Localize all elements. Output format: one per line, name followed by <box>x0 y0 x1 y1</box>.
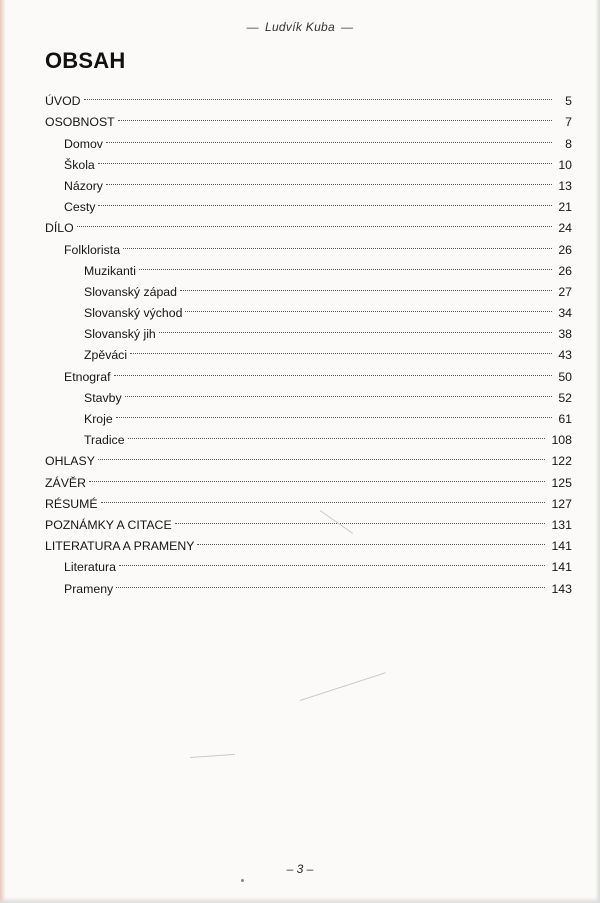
page-number: – 3 – <box>286 862 314 876</box>
toc-entry-label: Literatura <box>64 560 116 575</box>
toc-entry-page: 10 <box>558 157 572 172</box>
toc-entry-page: 38 <box>558 327 572 342</box>
toc-dot-leader <box>77 211 556 232</box>
toc-dot-leader <box>130 338 556 359</box>
toc-entry-label: POZNÁMKY A CITACE <box>45 517 172 532</box>
scan-speck <box>241 879 244 882</box>
toc-entry-label: Kroje <box>84 412 113 426</box>
toc-dot-leader <box>159 317 556 338</box>
toc-entry <box>45 169 572 193</box>
toc-entry-page: 24 <box>558 221 572 236</box>
toc-entry-page: 125 <box>551 475 572 490</box>
scan-scratch <box>190 754 235 758</box>
toc-entry <box>45 550 572 575</box>
toc-entry-label: Cesty <box>64 200 96 215</box>
paper-edge-bottom <box>0 897 600 903</box>
toc-entry <box>45 402 572 426</box>
toc-entry-page: 8 <box>565 136 572 151</box>
scan-scratch <box>300 672 386 701</box>
toc-dot-leader <box>98 444 550 465</box>
header-author: Ludvík Kuba <box>264 20 335 34</box>
toc-entry-page: 43 <box>558 348 572 363</box>
toc-entry-label: ÚVOD <box>45 94 81 109</box>
toc-entry <box>45 487 572 511</box>
toc-dot-leader <box>128 423 550 444</box>
toc-entry <box>45 232 572 257</box>
toc-entry-page: 122 <box>551 454 572 469</box>
toc-entry <box>45 254 572 278</box>
toc-dot-leader <box>197 529 549 550</box>
toc-entry-label: Etnograf <box>64 369 111 384</box>
toc-entry-page: 61 <box>558 412 572 426</box>
toc-entry <box>45 508 572 532</box>
toc-entry-label: Muzikanti <box>84 263 136 278</box>
toc-entry-page: 141 <box>551 560 572 575</box>
header-dash-right: — <box>341 20 354 34</box>
running-header <box>0 20 600 34</box>
toc-dot-leader <box>116 571 549 592</box>
toc-entry-label: Slovanský západ <box>84 284 177 299</box>
toc-entry <box>45 105 572 130</box>
toc-entry-page: 141 <box>551 539 572 554</box>
toc-entry-page: 27 <box>558 284 572 299</box>
toc-entry <box>45 84 572 109</box>
toc-entry-page: 52 <box>558 390 572 405</box>
toc-entry-page: 26 <box>558 242 572 257</box>
toc-dot-leader <box>89 465 549 486</box>
toc-entry-page: 131 <box>551 517 572 532</box>
toc-entry-label: Domov <box>64 136 103 151</box>
toc-entry-label: Prameny <box>64 581 114 596</box>
toc-entry-label: RÉSUMÉ <box>45 496 98 511</box>
toc-entry-page: 7 <box>565 115 572 130</box>
toc-entry-page: 5 <box>565 94 572 109</box>
toc-dot-leader <box>116 402 556 423</box>
toc-dot-leader <box>106 126 556 147</box>
page-title: OBSAH <box>45 48 126 73</box>
paper-edge-right <box>595 0 600 903</box>
toc-entry-label: Stavby <box>84 390 122 405</box>
toc-dot-leader <box>98 190 556 211</box>
toc-entry-page: 143 <box>551 581 572 596</box>
toc-entry-page: 108 <box>551 433 572 448</box>
toc-entry-page: 127 <box>551 496 572 511</box>
toc-dot-leader <box>101 487 550 508</box>
toc-dot-leader <box>175 508 550 529</box>
paper-edge-left <box>0 0 6 903</box>
toc-dot-leader <box>185 296 556 317</box>
toc-dot-leader <box>118 105 556 126</box>
toc-dot-leader <box>123 232 556 253</box>
toc-dot-leader <box>98 148 556 169</box>
toc-entry-label: Tradice <box>84 433 125 448</box>
toc-entry-page: 34 <box>558 306 572 321</box>
toc-entry-label: DÍLO <box>45 221 74 236</box>
toc-entry <box>45 359 572 384</box>
toc-dot-leader <box>139 254 556 275</box>
toc-dot-leader <box>84 84 556 105</box>
toc-entry-label: LITERATURA A PRAMENY <box>45 539 195 554</box>
toc-entry <box>45 148 572 172</box>
toc-entry <box>45 190 572 215</box>
toc-entry <box>45 126 572 151</box>
toc-dot-leader <box>106 169 556 190</box>
toc-entry-label: OSOBNOST <box>45 115 115 130</box>
toc-entry <box>45 465 572 490</box>
toc-entry <box>45 444 572 469</box>
toc-entry-label: Folklorista <box>64 242 121 257</box>
toc-entry-label: OHLASY <box>45 454 95 469</box>
toc-dot-leader <box>114 359 557 380</box>
toc-entry-label: Zpěváci <box>84 348 128 363</box>
toc-dot-leader <box>119 550 550 571</box>
toc-entry-label: Názory <box>64 178 103 193</box>
toc-entry-label: ZÁVĚR <box>45 475 86 490</box>
toc-entry-label: Škola <box>64 157 95 172</box>
toc-entry-page: 13 <box>558 178 572 193</box>
toc-entry-page: 21 <box>558 200 572 215</box>
toc-entry-label: Slovanský jih <box>84 327 156 342</box>
toc-dot-leader <box>180 275 556 296</box>
toc-entry-label: Slovanský východ <box>84 306 183 321</box>
toc-entry <box>45 571 572 596</box>
toc-dot-leader <box>125 381 556 402</box>
toc-entry <box>45 211 572 236</box>
toc-entry <box>45 423 572 448</box>
toc-entry-page: 50 <box>558 369 572 384</box>
toc-entry <box>45 381 572 405</box>
table-of-contents <box>45 84 572 596</box>
toc-entry-page: 26 <box>558 263 572 278</box>
header-dash-left: — <box>246 20 259 34</box>
